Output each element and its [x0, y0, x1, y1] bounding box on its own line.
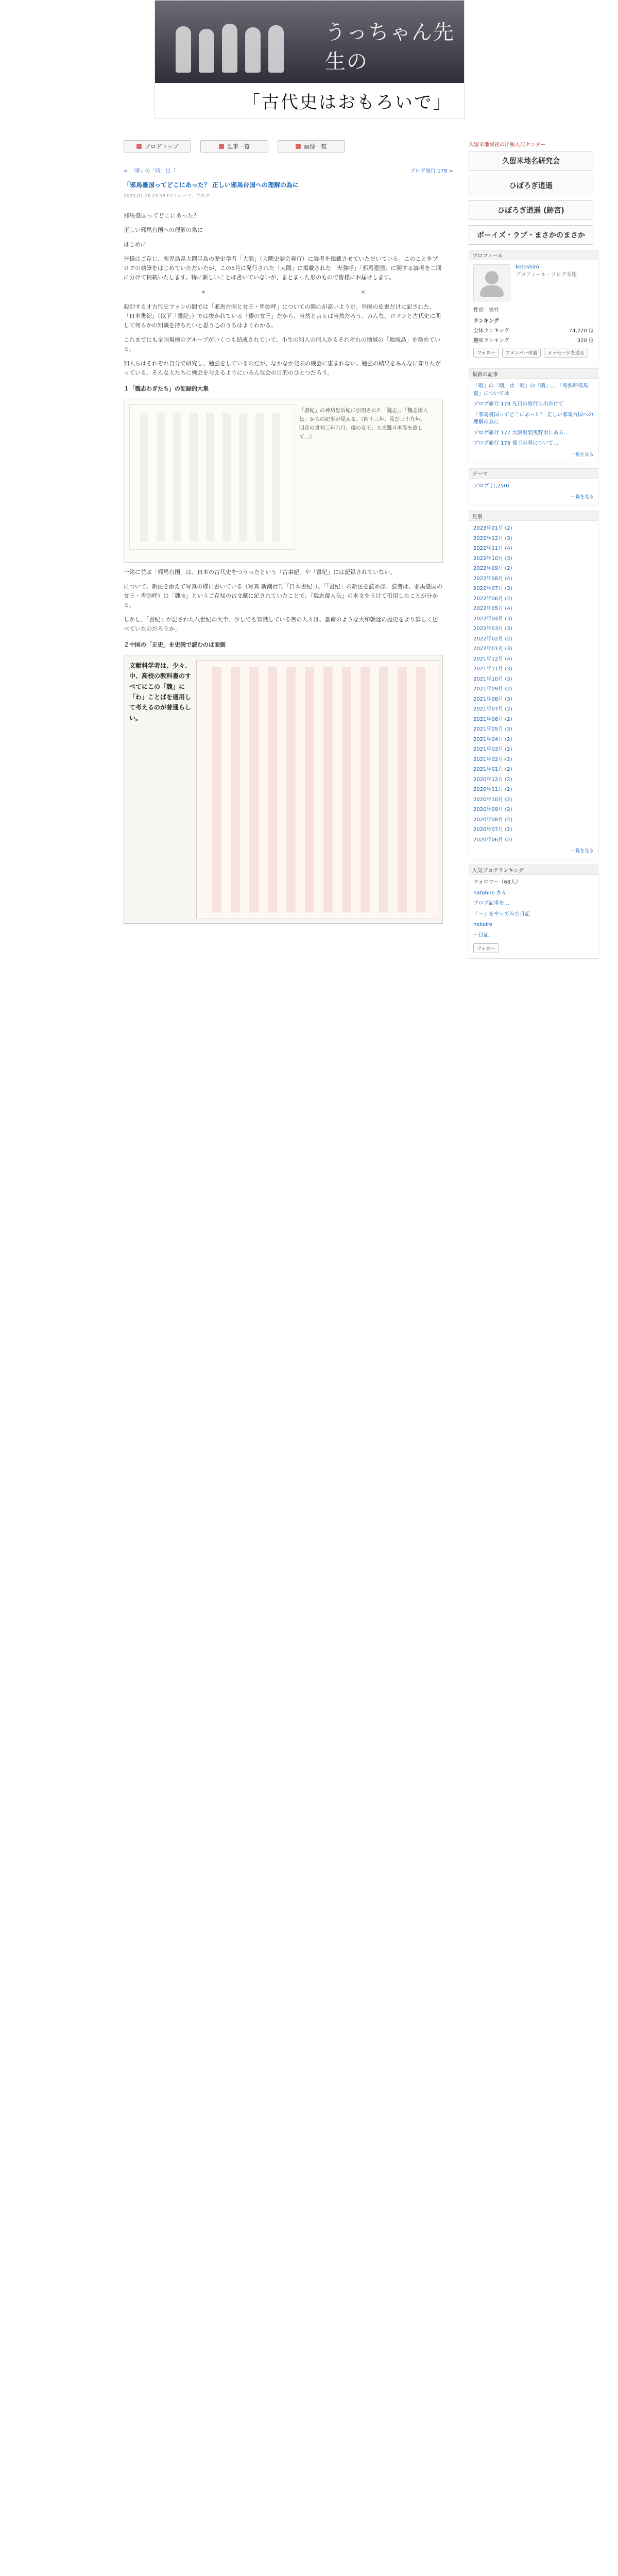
themes-more-link[interactable]: 一覧を見る [570, 495, 594, 500]
dancers-image [176, 21, 304, 73]
archive-item[interactable]: 2023年01月 (2) [473, 526, 512, 531]
archive-item[interactable]: 2022年04月 (3) [473, 616, 512, 622]
archive-card [469, 511, 598, 859]
reader-item[interactable]: hatohiro さん [473, 890, 507, 896]
top-nav [124, 140, 345, 156]
archive-item[interactable]: 2022年01月 (3) [473, 646, 512, 652]
recent-header: 最新の記事 [469, 369, 598, 379]
paragraph-4: 知人らはそれぞれ自分で研究し、勉強をしているのだが、なかなか発表の機会に恵まれない。勉強の結果をみんなに知りたがっている。そんな人たちに機会を与えるようにいろんな会の目的のひとつだろう。 [124, 360, 441, 377]
archive-item[interactable]: 2021年03月 (2) [473, 747, 512, 752]
banner-subtitle: 「古代史はおもろいで」 [243, 92, 452, 113]
recent-item[interactable]: ブログ旅行 177 大阪府羽曳野市にある… [473, 430, 569, 436]
article [124, 180, 443, 2576]
article-heading: 邪馬臺国ってどこにあった？ [124, 212, 199, 219]
list-icon [219, 144, 224, 149]
article-title[interactable]: 「邪馬臺国ってどこにあった？ 正しい邪馬台国への理解の為に [124, 181, 299, 189]
archive-item[interactable]: 2022年02月 (2) [473, 636, 512, 642]
archive-list [473, 525, 594, 844]
recent-item[interactable]: ブログ旅行 179 先日の旅行に出かけて [473, 401, 564, 407]
archive-item[interactable]: 2020年12月 (2) [473, 776, 512, 783]
ranking-2-label: 趣味ランキング [473, 338, 509, 344]
themes-header: テーマ [469, 469, 598, 479]
recent-list [473, 383, 594, 448]
theme-item[interactable]: ブログ (1,250) [473, 483, 509, 489]
reader-follow-button[interactable]: フォロー [473, 943, 499, 953]
book-text-lines [140, 413, 284, 541]
ranking-label: ランキング [473, 318, 499, 324]
avatar[interactable] [473, 264, 510, 301]
archive-item[interactable]: 2021年02月 (2) [473, 756, 512, 762]
article-intro: はじめに [124, 241, 146, 248]
banner-subtitle-area [155, 83, 464, 118]
profile-gender: 性別：男性 [473, 308, 499, 313]
reader-item[interactable]: nekoiro [473, 922, 492, 927]
paragraph-6: について、新注を添えて写真の様に書いている（写真 新潮社刊「日本書紀」）。「「書紀」の新注を読めば、読者は、邪馬臺国の女王・卑弥呼）は「魏志」というご存知の古文献に記されていたことで、『魏志倭人伝』の本文をうけて引用したことが分かる。 [124, 583, 443, 609]
amember-request-button[interactable]: アメンバー申請 [502, 348, 541, 358]
archive-item[interactable]: 2021年06月 (2) [473, 716, 512, 722]
sidebar-banner-hiborogi[interactable]: ひぼろぎ逍遥 [469, 176, 593, 195]
ranking-1-label: 全体ランキング [473, 328, 509, 334]
readers-card [469, 865, 598, 959]
recent-item[interactable]: ブログ旅行 176 倭王の墓について… [473, 440, 559, 446]
figure-side-text: 文献科学者は、少々、中、高校の教科書のすべてにこの「魏」に「わ」ことばを適用して考えるのが普通らしい。 [129, 662, 192, 722]
follow-button[interactable]: フォロー [473, 348, 499, 358]
archive-item[interactable]: 2021年01月 (2) [473, 767, 512, 772]
archive-header: 月別 [469, 511, 598, 521]
archive-item[interactable]: 2020年10月 (2) [473, 796, 512, 803]
archive-item[interactable]: 2021年12月 (4) [473, 656, 512, 662]
sidebar-banner-boys-love[interactable]: ボーイズ・ラブ・まさかのまさか [469, 225, 593, 245]
blog-banner[interactable] [154, 0, 465, 118]
archive-item[interactable]: 2020年09月 (2) [473, 807, 512, 812]
archive-item[interactable]: 2021年08月 (3) [473, 696, 512, 702]
readers-header: 人気ブログランキング [469, 865, 598, 875]
article-meta: 2023-01-16 23:58:07 / テーマ：ブログ [124, 193, 210, 199]
nav-label: ブログトップ [144, 143, 179, 150]
archive-item[interactable]: 2021年07月 (2) [473, 706, 512, 712]
reader-item[interactable]: 「〜」をやってみた日記 [473, 911, 530, 917]
nav-images[interactable] [278, 140, 345, 152]
archive-item[interactable]: 2020年08月 (2) [473, 817, 512, 823]
banner-title: うっちゃん先生の [325, 21, 455, 74]
paragraph-3: これまでにも全国規模のグループがいくつも結成されていて、小生の知人の何人かもそれぞれの地域の「地域島」を務めている。 [124, 336, 440, 353]
archive-item[interactable]: 2021年09月 (2) [473, 686, 512, 692]
archive-more-link[interactable]: 一覧を見る [570, 849, 594, 854]
chinese-text-columns [203, 667, 433, 912]
archive-item[interactable]: 2020年06月 (2) [473, 837, 512, 843]
paragraph-5: 一緒に並ぶ「邪馬台国」は、日本の古代史をつうったという「古事記」や「書紀」には記録されていない。 [124, 568, 396, 575]
nav-blog-top[interactable] [124, 140, 191, 152]
paragraph-2: 殺到する才古代史ファンの間では「邪馬台国と女王・卑弥呼」についての関心が高いようだ。外国の史書だけに記された、「日本書紀」（以下「書紀」）では抜かれている「倭の女王」だから、当然と言えば当然だろう。みんな、ロマンと古代史に関して何らかの知識を持ちたいと思う心のうちはよくわかる。 [124, 303, 441, 329]
nav-label: 記事一覧 [227, 143, 250, 150]
chinese-text-image [196, 660, 439, 919]
image-figure-1 [124, 399, 443, 563]
image-icon [296, 144, 301, 149]
ranking-2-value: 320 位 [577, 338, 594, 344]
profile-header: プロフィール [469, 250, 598, 260]
image-figure-2 [124, 655, 443, 924]
send-message-button[interactable]: メッセージを送る [544, 348, 588, 358]
reader-item: フォロワー（68人） [473, 879, 521, 885]
paragraph-7: しかし、「書紀」が記された八世紀の大半、少しでも知識している筈の人々は、雲南のような大和朝廷の歴史をより詳しく述べていたのだろうか。 [124, 616, 438, 633]
sidebar [469, 139, 608, 2576]
archive-item[interactable]: 2022年05月 (4) [473, 606, 512, 612]
reader-item[interactable]: 〜日記 [473, 932, 489, 938]
readers-list [473, 879, 594, 939]
section-divider [124, 287, 443, 297]
archive-item[interactable]: 2022年08月 (4) [473, 575, 512, 582]
recent-item[interactable]: 「邪馬臺国ってどこにあった？ 正しい邪馬台国への理解の為に [473, 412, 594, 425]
archive-item[interactable]: 2021年05月 (3) [473, 726, 512, 732]
nav-entries[interactable] [200, 140, 268, 152]
profile-sub[interactable]: プロフィール・ブログ本題 [516, 272, 577, 278]
archive-item[interactable]: 2022年12月 (3) [473, 535, 512, 541]
next-entry-link[interactable]: ブログ旅行 179 > [410, 168, 453, 174]
archive-item[interactable]: 2022年09月 (2) [473, 566, 512, 571]
image-caption: 「書紀」の神功皇后紀に引用された「魏志」、「魏志倭人伝」からの記事が見える。（四十三年、及び三十九年、明帝の景初三年六月、倭の女王、大夫難斗米等を遣して…） [299, 408, 428, 440]
ranking-1-value: 74,220 位 [569, 328, 594, 334]
paragraph-1: 皆様はご存じ、鹿児島県大隅半島の歴史学者「大隅」（大隅史談会発行）に論考を掲載させていただいている。このことをブログの執筆をはじめていただいたが、この5月に発行された「大隅」に掲載された「卑弥呼」「邪馬臺国」に関する論考を二回に分けて掲載いたします。特に新しいことは書いていないが、まとまった形のもので皆様にお届けします。 [124, 256, 442, 281]
divider-mark: × [360, 289, 366, 296]
recent-more-link[interactable]: 一覧を見る [570, 452, 594, 457]
archive-item[interactable]: 2022年06月 (2) [473, 596, 512, 602]
article-subheading: 正しい邪馬台国への理解の為に [124, 226, 203, 233]
nav-label: 画像一覧 [304, 143, 327, 150]
sidebar-top-link-1[interactable]: 久留米地域初の出張入試センター [469, 142, 546, 148]
archive-item[interactable]: 2022年11月 (4) [473, 546, 512, 551]
archive-item[interactable]: 2022年10月 (3) [473, 555, 512, 562]
book-page-image [129, 404, 295, 550]
archive-item[interactable]: 2020年07月 (2) [473, 827, 512, 833]
archive-item[interactable]: 2021年10月 (3) [473, 676, 512, 682]
profile-card [469, 250, 598, 363]
archive-item[interactable]: 2022年03月 (3) [473, 626, 512, 632]
divider-mark: × [201, 289, 206, 296]
themes-card [469, 468, 598, 506]
archive-item[interactable]: 2020年11月 (2) [473, 787, 512, 792]
breadcrumb [124, 165, 453, 175]
archive-item[interactable]: 2021年04月 (2) [473, 736, 512, 742]
prev-entry-link[interactable]: < 「晴」の「晴」は「 [124, 168, 176, 174]
archive-item[interactable]: 2022年07月 (3) [473, 586, 512, 591]
section-heading-2: ２中国の「正史」を史読で読むのは面倒 [124, 641, 226, 648]
reader-item[interactable]: ブログ記事を… [473, 901, 509, 906]
home-icon [136, 144, 142, 149]
recent-posts-card [469, 368, 598, 463]
recent-item[interactable]: 「晴」の「晴」は「晴」の「晴」… 「卑弥呼邪馬臺」については [473, 383, 589, 397]
section-heading-1: １「魏志わぎたち」の記録的大集 [124, 385, 209, 392]
sidebar-banner-kurume[interactable]: 久留米地名研究会 [469, 151, 593, 171]
archive-item[interactable]: 2021年11月 (3) [473, 666, 512, 672]
banner-photo [155, 1, 464, 83]
profile-name[interactable]: kotoshiro [516, 264, 539, 270]
sidebar-banner-hiborogi-2[interactable]: ひぼろぎ逍遥 (跡宮) [469, 200, 593, 220]
